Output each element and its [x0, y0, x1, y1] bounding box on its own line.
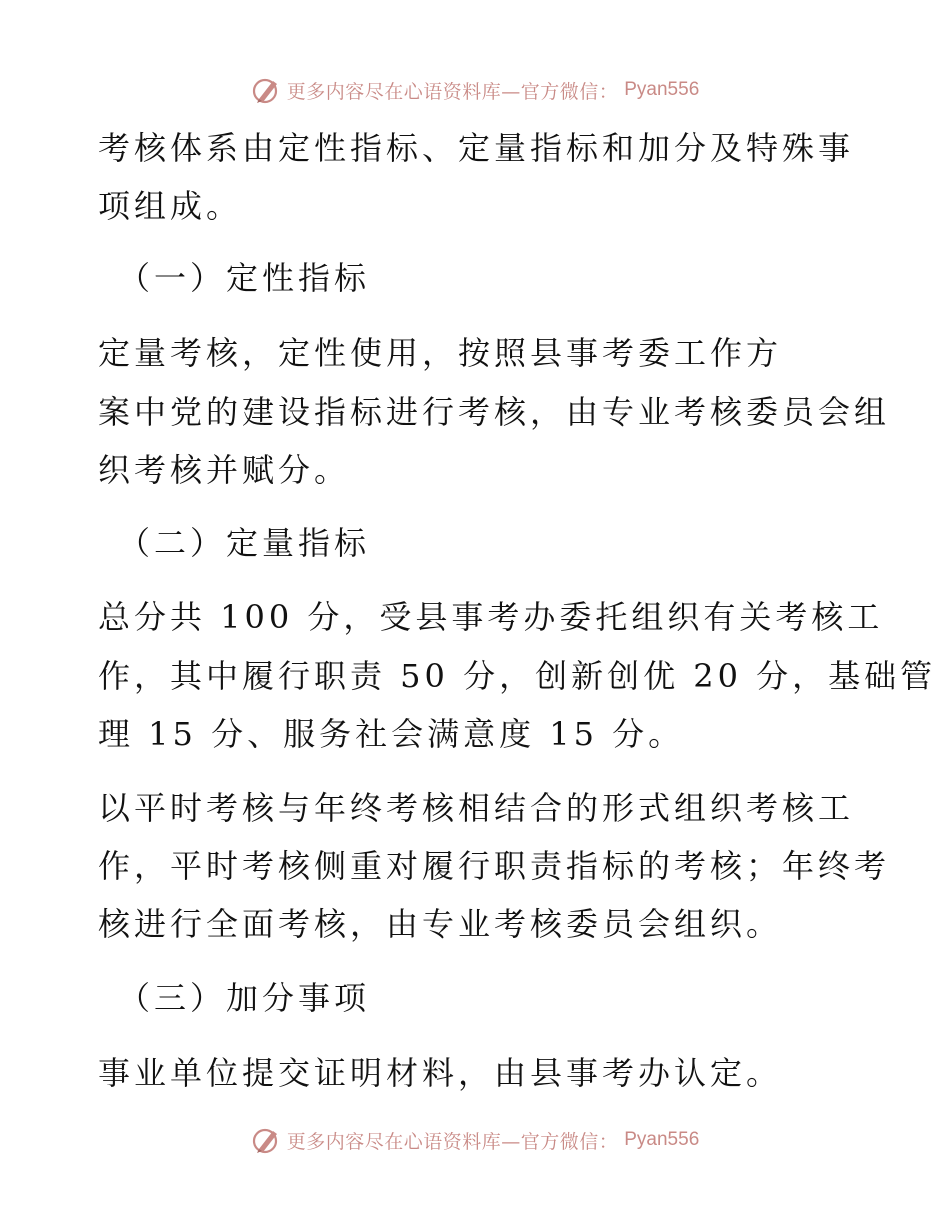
watermark-text: 更多内容尽在心语资料库—官方微信： [286, 1130, 619, 1153]
section-heading: （三）加分事项 [118, 979, 371, 1017]
paragraph-line: 织考核并赋分。 [98, 451, 351, 489]
paragraph-line: 总分共 100 分，受县事考办委托组织有关考核工 [98, 598, 884, 636]
paragraph-line: 案中党的建设指标进行考核，由专业考核委员会组 [98, 393, 891, 431]
paragraph-line: 理 15 分、服务社会满意度 15 分。 [98, 715, 685, 753]
footer-watermark [0, 1120, 950, 1160]
section-heading: （一）定性指标 [118, 259, 371, 297]
paragraph-line: 以平时考核与年终考核相结合的形式组织考核工 [98, 789, 855, 827]
paragraph-line: 作，其中履行职责 50 分，创新创优 20 分，基础管 [98, 657, 937, 695]
paragraph-line: 定量考核，定性使用，按照县事考委工作方 [98, 334, 783, 372]
watermark-wechat-id: Pyan556 [624, 79, 700, 100]
paragraph-line: 核进行全面考核，由专业考核委员会组织。 [98, 905, 783, 943]
pen-logo-icon [251, 1125, 281, 1155]
watermark-text: 更多内容尽在心语资料库—官方微信： [286, 80, 619, 103]
paragraph-line: 作，平时考核侧重对履行职责指标的考核；年终考 [98, 847, 891, 885]
paragraph-line: 项组成。 [98, 187, 243, 225]
paragraph-line: 考核体系由定性指标、定量指标和加分及特殊事 [98, 129, 855, 167]
watermark-wechat-id: Pyan556 [624, 1129, 700, 1150]
paragraph-line: 事业单位提交证明材料，由县事考办认定。 [98, 1054, 783, 1092]
section-heading: （二）定量指标 [118, 524, 371, 562]
